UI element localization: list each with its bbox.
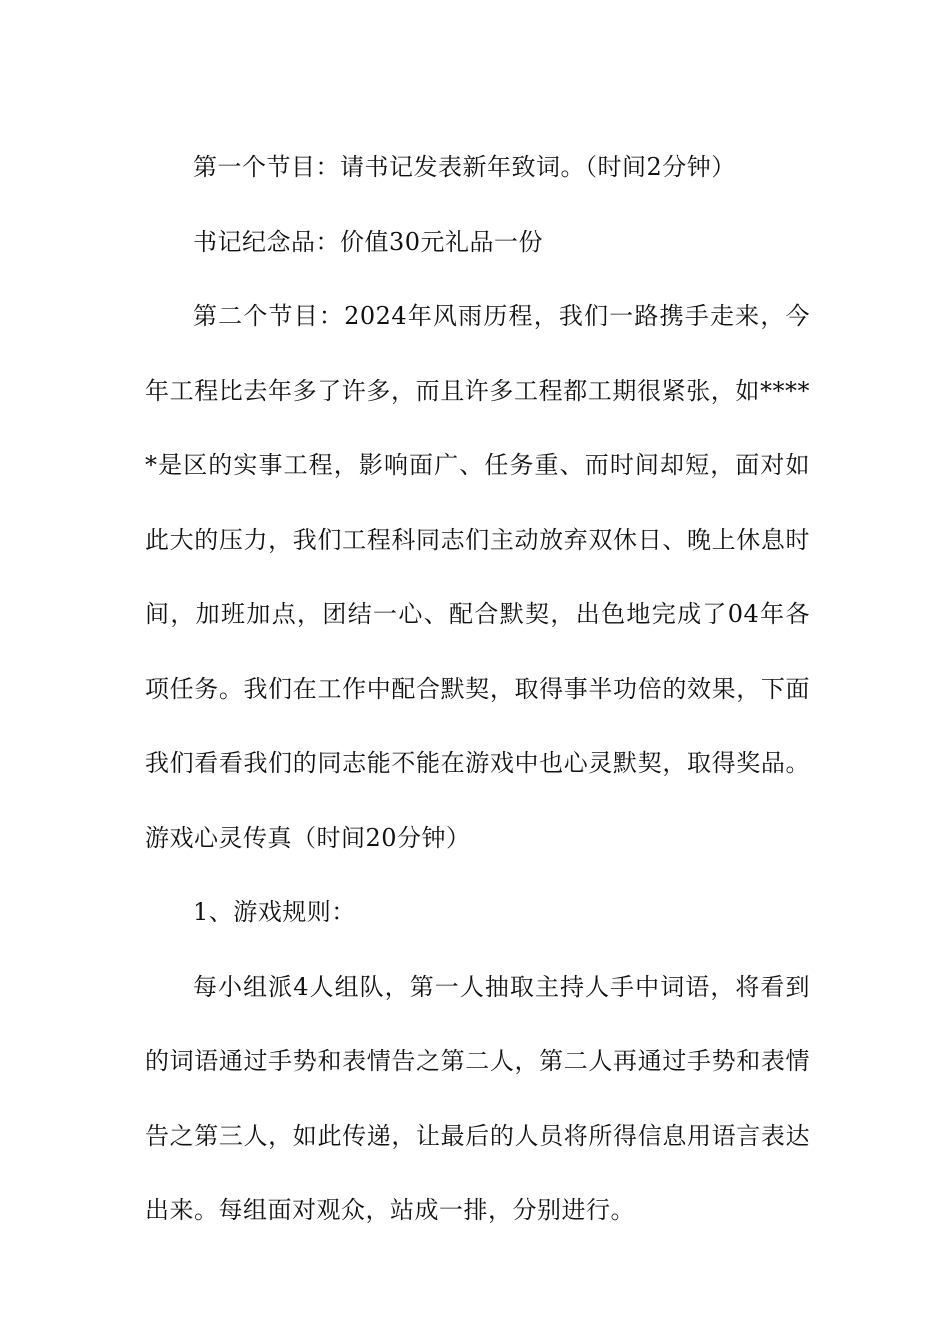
- paragraph-program-one: 第一个节目：请书记发表新年致词。（时间2分钟）: [193, 153, 736, 181]
- paragraph-game-rules: 每小组派4人组队，第一人抽取主持人手中词语，将看到的词语通过手势和表情告之第二人，第二人再通过手势和表情告之第三人，如此传递，让最后的人员将所得信息用语言表达出来。每组面对观众，站成一排，分别进行。: [145, 972, 810, 1224]
- paragraph-program-two: 第二个节目：2024年风雨历程，我们一路携手走来，今年工程比去年多了许多，而且许多工程都工期很紧张，如*****是区的实事工程，影响面广、任务重、而时间却短，面对如此大的压力，我们工程科同志们主动放弃双休日、晚上休息时间，加班加点，团结一心、配合默契，出色地完成了04年各项任务。我们在工作中配合默契，取得事半功倍的效果，下面我们看看我们的同志能不能在游戏中也心灵默契，取得奖品。游戏心灵传真（时间20分钟）: [145, 302, 810, 852]
- document-body: [145, 130, 810, 1248]
- paragraph-game-rules-heading: 1、游戏规则：: [193, 898, 356, 926]
- paragraph-souvenir: 书记纪念品：价值30元礼品一份: [193, 227, 544, 256]
